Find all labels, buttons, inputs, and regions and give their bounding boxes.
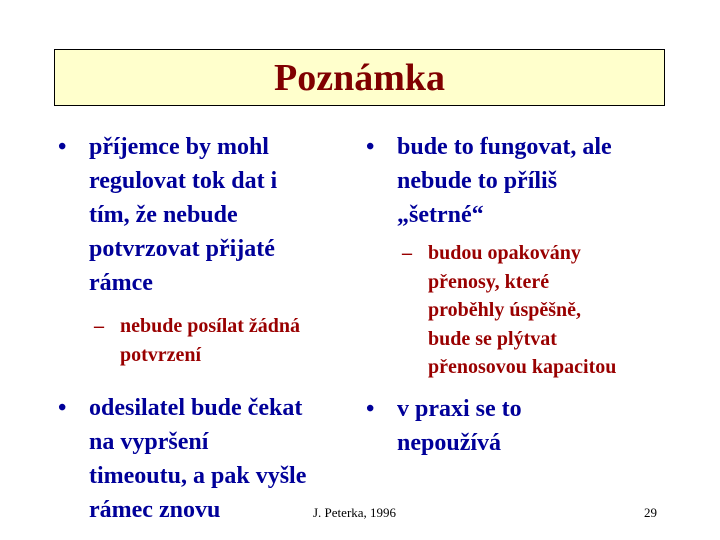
sub-bullet-line: proběhly úspěšně, [428, 299, 582, 321]
bullet-line: nebude to příliš [397, 168, 558, 194]
sub-bullet-item [58, 312, 358, 369]
bullet-line: regulovat tok dat i [89, 168, 278, 194]
bullet-line: v praxi se to [397, 395, 522, 422]
bullet-item [366, 392, 676, 460]
bullet-line: odesilatel bude čekat [89, 395, 303, 421]
page-number: 29 [644, 505, 657, 520]
left-column [58, 130, 358, 527]
bullet-line: rámec znovu [89, 497, 221, 523]
title-box [54, 49, 665, 106]
sub-bullet-line: potvrzení [120, 343, 202, 366]
bullet-item [366, 130, 676, 232]
slide-title: Poznámka [274, 56, 445, 99]
sub-bullet-line: přenosy, které [428, 270, 550, 293]
sub-bullet-line: nebude posílat žádná [120, 315, 301, 337]
bullet-line: rámce [89, 270, 153, 296]
bullet-line: „šetrné“ [397, 202, 484, 228]
right-column [366, 130, 676, 460]
bullet-line: příjemce by mohl [89, 134, 269, 160]
bullet-marker: • [366, 395, 375, 422]
bullet-marker: • [58, 134, 67, 160]
bullet-line: timeoutu, a pak vyšle [89, 463, 307, 489]
bullet-item [58, 130, 358, 300]
sub-bullet-line: budou opakovány [428, 242, 581, 264]
sub-bullet-item [366, 239, 676, 382]
sub-bullet-marker: – [94, 315, 104, 337]
bullet-line: na vypršení [89, 429, 209, 455]
sub-bullet-marker: – [402, 242, 412, 264]
bullet-line: bude to fungovat, ale [397, 134, 612, 160]
bullet-marker: • [58, 395, 67, 421]
bullet-line: tím, že nebude [89, 202, 238, 228]
sub-bullet-line: přenosovou kapacitou [428, 356, 617, 378]
footer-author: J. Peterka, 1996 [313, 505, 397, 520]
bullet-line: potvrzovat přijaté [89, 236, 275, 262]
bullet-line: nepoužívá [397, 429, 502, 456]
sub-bullet-line: bude se plýtvat [428, 327, 557, 350]
bullet-marker: • [366, 134, 375, 160]
